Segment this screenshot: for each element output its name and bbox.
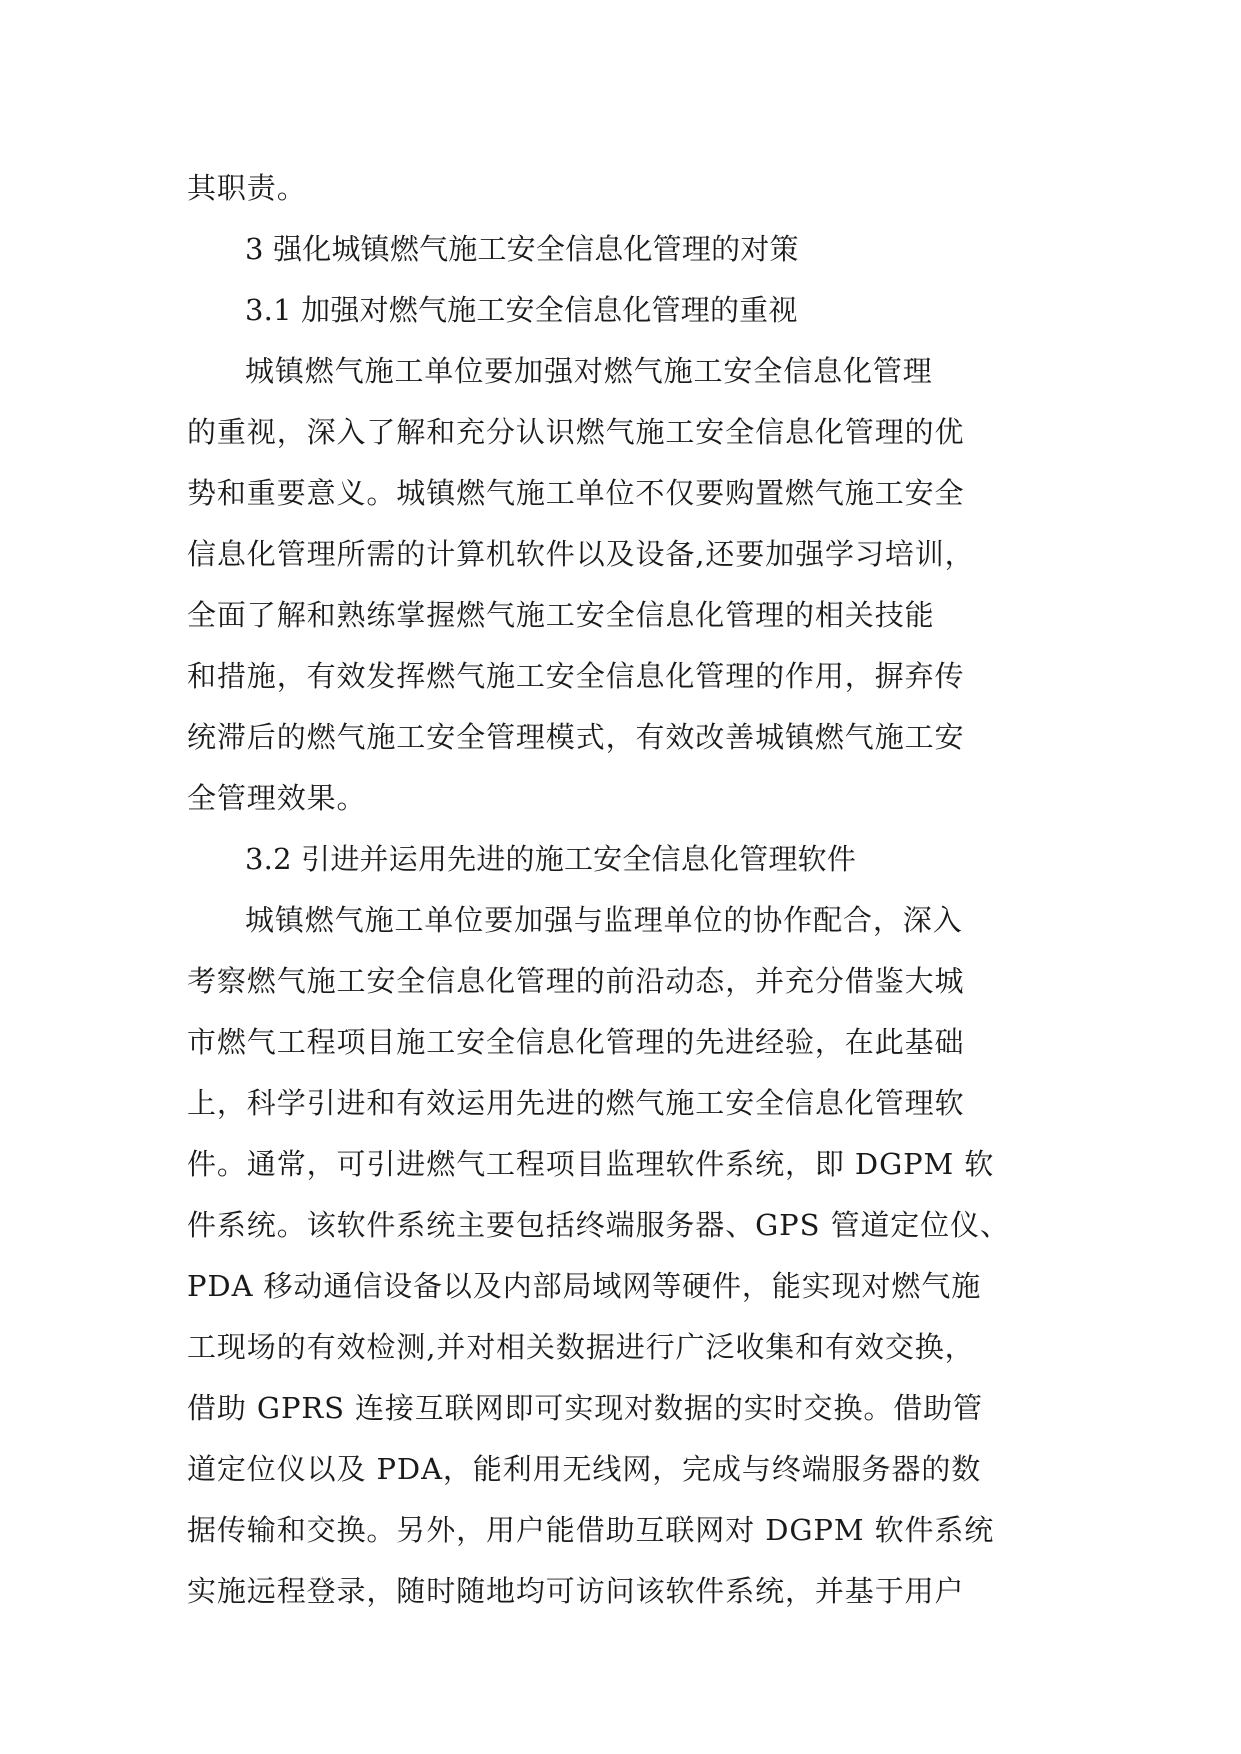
paragraph-line: 工现场的有效检测,并对相关数据进行广泛收集和有效交换， xyxy=(187,1330,975,1364)
paragraph-line: 城镇燃气施工单位要加强与监理单位的协作配合，深入 xyxy=(245,903,963,937)
paragraph-line: 城镇燃气施工单位要加强对燃气施工安全信息化管理 xyxy=(245,354,933,388)
section-heading: 3 强化城镇燃气施工安全信息化管理的对策 xyxy=(245,232,799,266)
paragraph-line: 件系统。该软件系统主要包括终端服务器、GPS 管道定位仪、 xyxy=(187,1208,1010,1242)
paragraph-line: 市燃气工程项目施工安全信息化管理的先进经验，在此基础 xyxy=(187,1025,965,1059)
paragraph-line: 据传输和交换。另外，用户能借助互联网对 DGPM 软件系统 xyxy=(187,1513,995,1547)
subsection-heading: 3.1 加强对燃气施工安全信息化管理的重视 xyxy=(245,293,798,327)
paragraph-line: 全面了解和熟练掌握燃气施工安全信息化管理的相关技能 xyxy=(187,598,935,632)
paragraph-line: 借助 GPRS 连接互联网即可实现对数据的实时交换。借助管 xyxy=(187,1391,983,1425)
paragraph-line: 考察燃气施工安全信息化管理的前沿动态，并充分借鉴大城 xyxy=(187,964,965,998)
paragraph-line: 全管理效果。 xyxy=(187,781,367,815)
paragraph-line: 统滞后的燃气施工安全管理模式，有效改善城镇燃气施工安 xyxy=(187,720,965,754)
paragraph-line: 道定位仪以及 PDA，能利用无线网，完成与终端服务器的数 xyxy=(187,1452,982,1486)
paragraph-line: 其职责。 xyxy=(187,171,307,205)
paragraph-line: 信息化管理所需的计算机软件以及设备,还要加强学习培训， xyxy=(187,537,975,571)
paragraph-line: 的重视，深入了解和充分认识燃气施工安全信息化管理的优 xyxy=(187,415,965,449)
paragraph-line: 上，科学引进和有效运用先进的燃气施工安全信息化管理软 xyxy=(187,1086,965,1120)
paragraph-line: 件。通常，可引进燃气工程项目监理软件系统，即 DGPM 软 xyxy=(187,1147,995,1181)
subsection-heading: 3.2 引进并运用先进的施工安全信息化管理软件 xyxy=(245,842,856,876)
paragraph-line: 和措施，有效发挥燃气施工安全信息化管理的作用，摒弃传 xyxy=(187,659,965,693)
paragraph-line: 实施远程登录，随时随地均可访问该软件系统，并基于用户 xyxy=(187,1574,965,1608)
paragraph-line: PDA 移动通信设备以及内部局域网等硬件，能实现对燃气施 xyxy=(187,1269,982,1303)
paragraph-line: 势和重要意义。城镇燃气施工单位不仅要购置燃气施工安全 xyxy=(187,476,965,510)
document-body xyxy=(187,158,1047,1622)
